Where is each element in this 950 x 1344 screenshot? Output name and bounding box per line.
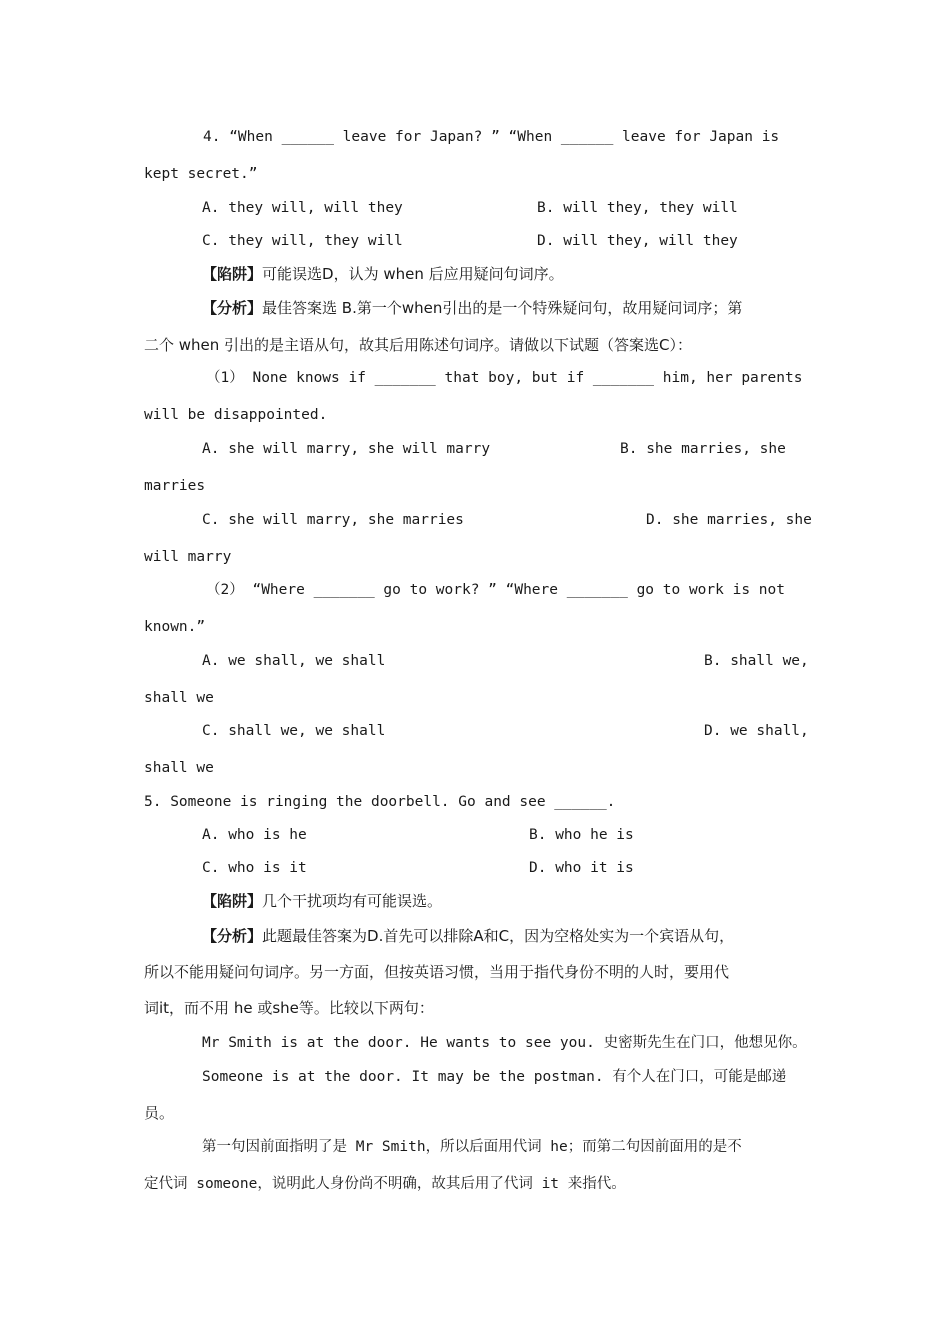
q5-analysis-line2: 所以不能用疑问句词序。另一方面，但按英语习惯，当用于指代身份不明的人时，要用代	[144, 963, 730, 981]
q4-sub2-stem-line1: （2） “Where _______ go to work? ” “Where _______ go to work is not	[206, 582, 785, 598]
q4-stem-line2: kept secret.”	[144, 166, 258, 182]
q4-sub2-option-d-cont: shall we	[144, 760, 214, 776]
q4-option-b: B. will they, they will	[537, 200, 738, 216]
q4-sub1-option-d-cont: will marry	[144, 549, 232, 565]
q4-stem-line1: 4. “When ______ leave for Japan? ” “When ______ leave for Japan is	[203, 129, 780, 145]
q5-analysis-tag: 【分析】	[202, 927, 263, 945]
q5-option-a: A. who is he	[202, 827, 307, 843]
q5-trap-text: 几个干扰项均有可能误选。	[262, 892, 443, 910]
q5-stem: 5. Someone is ringing the doorbell. Go and see ______.	[144, 794, 616, 810]
q4-sub1-option-a: A. she will marry, she will marry	[202, 441, 491, 457]
q5-option-d: D. who it is	[529, 860, 634, 876]
q5-conclusion-line1: 第一句因前面指明了是 Mr Smith，所以后面用代词 he；而第二句因前面用的是不	[202, 1139, 742, 1155]
q5-trap	[202, 891, 442, 912]
q4-analysis-line1	[202, 298, 742, 319]
q4-analysis-text1: 最佳答案选 B.第一个when引出的是一个特殊疑问句，故用疑问词序；第	[262, 299, 743, 317]
q4-sub2-option-d: D. we shall,	[704, 723, 809, 739]
q5-example-2: Someone is at the door. It may be the postman. 有个人在门口，可能是邮递	[202, 1069, 787, 1085]
q5-conclusion-line2: 定代词 someone，说明此人身份尚不明确，故其后用了代词 it 来指代。	[144, 1176, 626, 1192]
q4-option-d: D. will they, will they	[537, 233, 738, 249]
q5-example-2-cont: 员。	[144, 1104, 175, 1122]
q4-sub1-stem-line1: （1） None knows if _______ that boy, but if _______ him, her parents	[206, 370, 803, 386]
q4-trap-tag: 【陷阱】	[202, 265, 263, 283]
q4-analysis-line2: 二个 when 引出的是主语从句，故其后用陈述句词序。请做以下试题（答案选C）：	[144, 336, 693, 354]
q4-sub1-option-d: D. she marries, she	[646, 512, 812, 528]
q4-sub2-option-b: B. shall we,	[704, 653, 809, 669]
q5-option-b: B. who he is	[529, 827, 634, 843]
q5-analysis-line3: 词it，而不用 he 或she等。比较以下两句：	[144, 999, 434, 1017]
q5-option-c: C. who is it	[202, 860, 307, 876]
q4-sub2-stem-line2: known.”	[144, 619, 206, 635]
q4-sub1-stem-line2: will be disappointed.	[144, 407, 328, 423]
q4-option-a: A. they will, will they	[202, 200, 403, 216]
q4-sub1-option-b: B. she marries, she	[620, 441, 786, 457]
q4-sub1-option-c: C. she will marry, she marries	[202, 512, 464, 528]
q4-analysis-tag: 【分析】	[202, 299, 263, 317]
q5-analysis-line1	[202, 926, 734, 947]
q4-trap	[202, 264, 564, 285]
q4-trap-text: 可能误选D，认为 when 后应用疑问句词序。	[262, 265, 564, 283]
q4-sub2-option-a: A. we shall, we shall	[202, 653, 386, 669]
q5-trap-tag: 【陷阱】	[202, 892, 263, 910]
q5-example-1: Mr Smith is at the door. He wants to see you. 史密斯先生在门口，他想见你。	[202, 1035, 807, 1051]
q4-sub1-option-b-cont: marries	[144, 478, 206, 494]
q5-analysis-text1: 此题最佳答案为D.首先可以排除A和C，因为空格处实为一个宾语从句，	[262, 927, 735, 945]
q4-sub2-option-b-cont: shall we	[144, 690, 214, 706]
q4-option-c: C. they will, they will	[202, 233, 403, 249]
q4-sub2-option-c: C. shall we, we shall	[202, 723, 386, 739]
